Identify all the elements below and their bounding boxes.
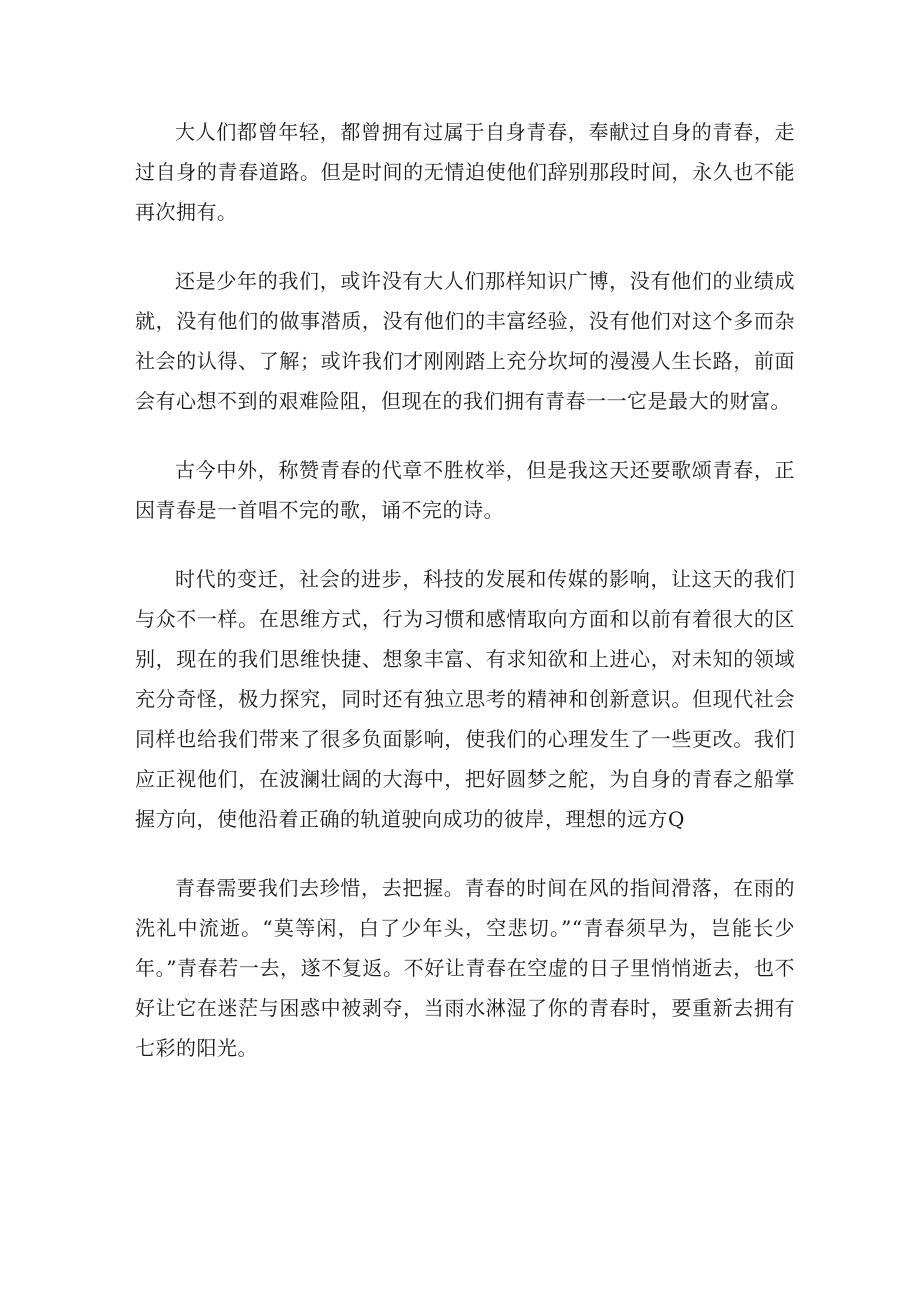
paragraph-2: 还是少年的我们，或许没有大人们那样知识广博，没有他们的业绩成就，没有他们的做事潜质，没有他们的丰富经验，没有他们对这个多而杂社会的认得、了解；或许我们才刚刚踏上充分坎坷的漫漫人生长路，前面会有心想不到的艰难险阻，但现在的我们拥有青春一一它是最大的财富。 — [135, 269, 795, 413]
paragraph-1: 大人们都曾年轻，都曾拥有过属于自身青春，奉献过自身的青春，走过自身的青春道路。但是时间的无情迫使他们辞别那段时间，永久也不能再次拥有。 — [135, 120, 795, 224]
paragraph-4: 时代的变迁，社会的进步，科技的发展和传媒的影响，让这天的我们与众不一样。在思维方式，行为习惯和感情取向方面和以前有着很大的区别，现在的我们思维快捷、想象丰富、有求知欲和上进心，对未知的领域充分奇怪，极力探究，同时还有独立思考的精神和创新意识。但现代社会同样也给我们带来了很多负面影响，使我们的心理发生了一些更改。我们应正视他们，在波澜壮阔的大海中，把好圆梦之舵，为自身的青春之船掌握方向，使他沿着正确的轨道驶向成功的彼岸，理想的远方Q — [135, 567, 795, 831]
article-body — [135, 112, 795, 1097]
paragraph-3: 古今中外，称赞青春的代章不胜枚举，但是我这天还要歌颂青春，正因青春是一首唱不完的歌，诵不完的诗。 — [135, 458, 795, 522]
paragraph-5: 青春需要我们去珍惜，去把握。青春的时间在风的指间滑落，在雨的洗礼中流逝。“莫等闲，白了少年头，空悲切。”“青春须早为，岂能长少年。”青春若一去，遂不复返。不好让青春在空虚的日子里悄悄逝去，也不好让它在迷茫与困惑中被剥夺，当雨水淋湿了你的青春时，要重新去拥有七彩的阳光。 — [135, 876, 795, 1060]
